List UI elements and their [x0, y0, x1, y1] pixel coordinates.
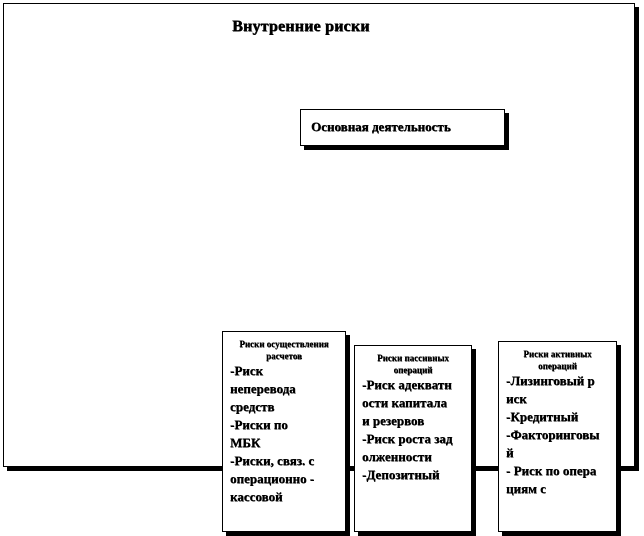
active-operations-risks-heading: Риски активных операций — [523, 349, 592, 371]
settlement-risks-list — [223, 362, 320, 506]
risk-item: -Риск адекватности капитала и резервов — [362, 377, 452, 428]
settlement-risks-heading: Риски осуществления расчетов — [239, 339, 329, 361]
settlement-risks-box — [222, 331, 346, 532]
risk-item: -Риски, связ. с операционно - кассовой — [230, 453, 315, 504]
core-activity-label: Основная деятельность — [311, 119, 451, 134]
risk-item: -Депозитный — [362, 467, 440, 482]
risk-item: -Риски по МБК — [230, 417, 288, 450]
passive-operations-risks-box — [354, 345, 472, 532]
risk-item: - Риск по операциям с — [506, 463, 597, 496]
risk-item: -Риск неперевода средств — [230, 363, 296, 414]
risk-item: -Риск роста задолженности — [362, 431, 453, 464]
active-operations-risks-list — [499, 372, 600, 498]
risk-item: -Факторинговый — [506, 427, 600, 460]
active-operations-risks-box — [498, 341, 617, 532]
passive-operations-risks-list — [355, 376, 454, 484]
risk-item: -Кредитный — [506, 409, 579, 424]
risk-item: -Лизинговый риск — [506, 373, 595, 406]
core-activity-box — [300, 109, 505, 146]
passive-operations-risks-heading: Риски пассивных операций — [377, 353, 449, 375]
diagram-title: Внутренние риски — [232, 18, 370, 35]
